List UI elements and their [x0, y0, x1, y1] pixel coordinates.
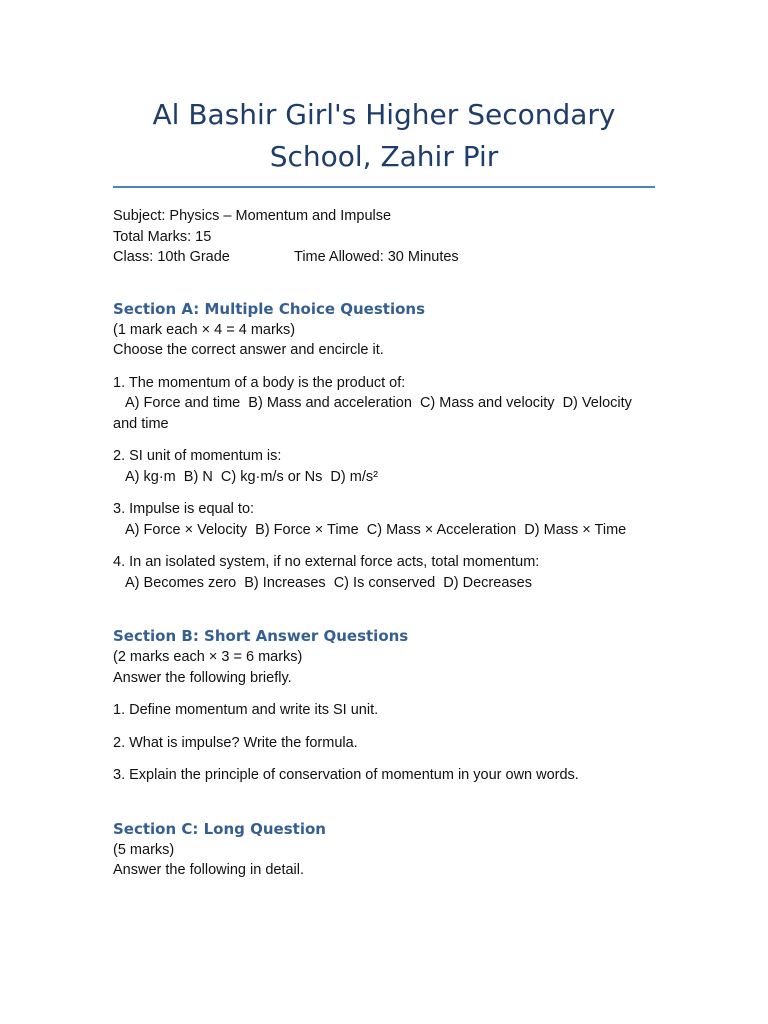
mcq-question: 4. In an isolated system, if no external force acts, total momentum: [113, 554, 540, 570]
mcq-question: 3. Impulse is equal to: [113, 501, 255, 517]
time-allowed-line: Time Allowed: 30 Minutes [294, 249, 459, 265]
class-line: Class: 10th Grade [113, 249, 230, 265]
exam-paper [113, 94, 655, 881]
section-c-heading: Section C: Long Question [113, 819, 326, 838]
section-a-heading: Section A: Multiple Choice Questions [113, 299, 426, 318]
mcq-item [113, 552, 655, 593]
mcq-item [113, 373, 655, 435]
section-b-marks: (2 marks each × 3 = 6 marks) [113, 649, 303, 665]
mcq-options: A) Becomes zero B) Increases C) Is conserved D) Decreases [125, 574, 532, 591]
mcq-options: A) Force × Velocity B) Force × Time C) Mass × Acceleration D) Mass × Time [125, 521, 627, 538]
total-marks-line: Total Marks: 15 [113, 228, 212, 245]
mcq-item [113, 499, 655, 540]
mcq-options: A) Force and time B) Mass and acceleration C) Mass and velocity D) Velocity and time [113, 395, 636, 432]
section-a-instruction: Choose the correct answer and encircle it. [113, 342, 384, 358]
short-question: 1. Define momentum and write its SI unit. [113, 702, 379, 718]
section-c-marks: (5 marks) [113, 841, 175, 858]
mcq-options: A) kg·m B) N C) kg·m/s or Ns D) m/s² [125, 468, 378, 485]
mcq-question: 2. SI unit of momentum is: [113, 448, 282, 464]
class-time-row [113, 247, 655, 268]
subject-line: Subject: Physics – Momentum and Impulse [113, 208, 392, 224]
short-question: 3. Explain the principle of conservation of momentum in your own words. [113, 767, 579, 783]
title-divider [113, 186, 655, 188]
section-c-instruction: Answer the following in detail. [113, 862, 305, 878]
mcq-question: 1. The momentum of a body is the product of: [113, 374, 406, 391]
school-title: Al Bashir Girl's Higher Secondary School, Zahir Pir [152, 98, 616, 173]
section-a-marks: (1 mark each × 4 = 4 marks) [113, 321, 296, 338]
mcq-item [113, 446, 655, 487]
section-b-heading: Section B: Short Answer Questions [113, 627, 409, 645]
section-b-instruction: Answer the following briefly. [113, 669, 292, 686]
short-question: 2. What is impulse? Write the formula. [113, 734, 358, 751]
